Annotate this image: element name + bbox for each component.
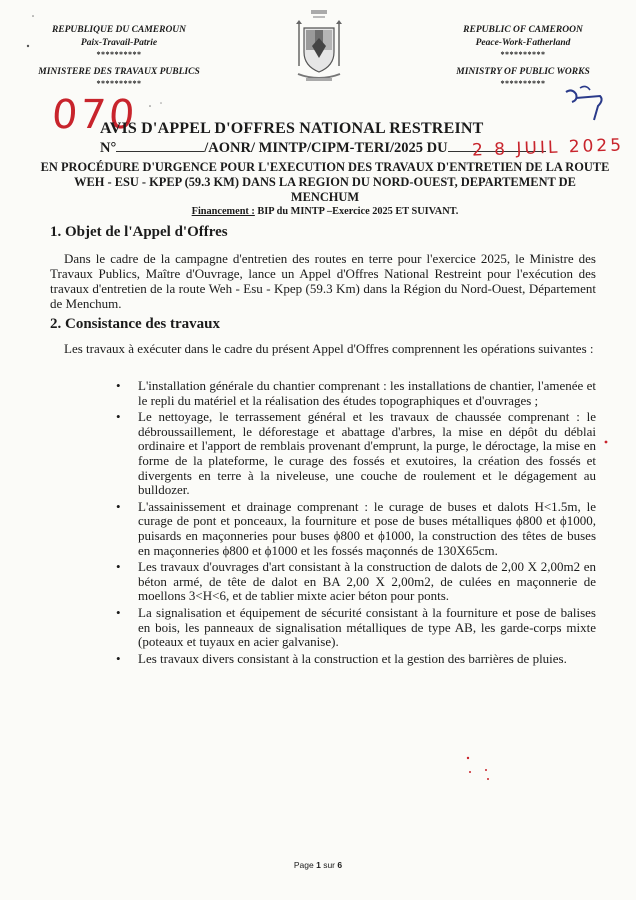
list-item: • L'assainissement et drainage comprenant : le curage de buses et dalots H<1.5m, le curage de pont et ponceaux, la fourniture et pose de buses métalliques ϕ800 et ϕ1000, puisards en maçonneries pour buses ϕ800 et ϕ1000, la construction des têtes de buses en maçonneries ϕ800 et ϕ1000 et les fossés maçonnés de 130X65cm.: [116, 498, 596, 558]
procedure-subtitle: EN PROCÉDURE D'URGENCE POUR L'EXECUTION DES TRAVAUX D'ENTRETIEN DE LA ROUTE WEH - ESU - KPEP (59.3 KM) DANS LA REGION DU NORD-OUEST, DEPARTEMENT DE MENCHUM: [40, 160, 610, 204]
page-number: Page 1 sur 6: [293, 860, 343, 870]
handwritten-date-stamp: 2 8 JUIL 2025: [471, 135, 625, 161]
bullet-icon: •: [116, 559, 121, 575]
section-intro-consistance: Les travaux à exécuter dans le cadre du présent Appel d'Offres comprennent les opérations suivantes :: [64, 341, 594, 356]
header-left-block: [14, 24, 224, 89]
reference-prefix: N°: [100, 140, 117, 156]
financing-line: [40, 206, 610, 217]
coat-of-arms-emblem: [290, 8, 348, 88]
bullet-icon: •: [116, 498, 121, 514]
stars-divider: **********: [96, 79, 142, 88]
stars-divider: **********: [500, 50, 546, 59]
section-text-objet: Dans le cadre de la campagne d'entretien des routes en terre pour l'exercice 2025, le Ministre des Travaux Publics, Maître d'Ouvrage, lance un Appel d'Offres National Restreint pour l'exécution des travaux d'entretien de la route Weh - Esu - Kpep (59.3 Km) dans la Région du Nord-Ouest, Département de Menchum.: [50, 251, 596, 311]
ministry-name-fr: MINISTERE DES TRAVAUX PUBLICS: [38, 67, 200, 77]
stars-divider: **********: [96, 50, 142, 59]
financing-label: Financement :: [191, 206, 255, 217]
motto-fr: Paix-Travail-Patrie: [80, 38, 158, 48]
current-page: 1: [316, 860, 321, 870]
country-name-en: REPUBLIC OF CAMEROON: [463, 25, 583, 35]
section-heading-consistance: 2. Consistance des travaux: [50, 316, 221, 332]
total-pages: 6: [337, 860, 343, 870]
handwritten-initials-mark: [560, 80, 610, 130]
handwritten-reference-number: 070: [50, 92, 139, 138]
reference-code: /AONR/ MINTP/CIPM-TERI/2025 DU: [204, 140, 448, 156]
section-heading-objet: 1. Objet de l'Appel d'Offres: [50, 224, 228, 240]
list-item: • Les travaux d'ouvrages d'art consistant à la construction de dalots de 2,00 X 2,00m2 en béton armé, de tête de dalot en BA 2,00 X 2,00m2, de culées en maçonnerie de moellons 3<H<6, et de tablier mixte acier béton pour ponts.: [116, 559, 596, 604]
reference-number-blank: [116, 140, 204, 152]
list-item: • Les travaux divers consistant à la construction et la gestion des barrières de pluies.: [116, 650, 567, 666]
bullet-icon: •: [116, 409, 121, 425]
list-item: • L'installation générale du chantier comprenant : les installations de chantier, l'amenée et le repli du matériel et la réalisation des études topographiques et d'ouvrages ;: [116, 378, 596, 408]
financing-text: BIP du MINTP –Exercice 2025 ET SUIVANT.: [254, 206, 459, 217]
ministry-name-en: MINISTRY OF PUBLIC WORKS: [456, 67, 590, 77]
bullet-icon: •: [116, 650, 121, 666]
list-item: • La signalisation et équipement de sécurité consistant à la fourniture et pose de balises en bois, les panneaux de signalisation métalliques de type AB, les garde-corps mixte (poteaux et tuyaux en acier galvanise).: [116, 604, 596, 650]
notice-title: AVIS D'APPEL D'OFFRES NATIONAL RESTREINT: [100, 120, 484, 137]
country-name-fr: REPUBLIQUE DU CAMEROUN: [51, 25, 187, 35]
bullet-icon: •: [116, 378, 121, 393]
motto-en: Peace-Work-Fatherland: [475, 38, 571, 48]
stars-divider: **********: [500, 79, 546, 88]
list-item: • Le nettoyage, le terrassement général et les travaux de chaussée comprenant : le débroussaillement, le déforestage et abattage d'arbres, la mise en dépôt du déblai ordinaire et l'apport de remblais provenant d'emprunt, la purge, le déroctage, la mise en forme de la plateforme, le curage des fossés et exutoires, la création des fossés et divergents en terre à la niveleuse, une couche de roulement et le dégagement au bulldozer.: [116, 409, 596, 498]
bullet-icon: •: [116, 604, 121, 620]
works-list: [112, 379, 596, 668]
